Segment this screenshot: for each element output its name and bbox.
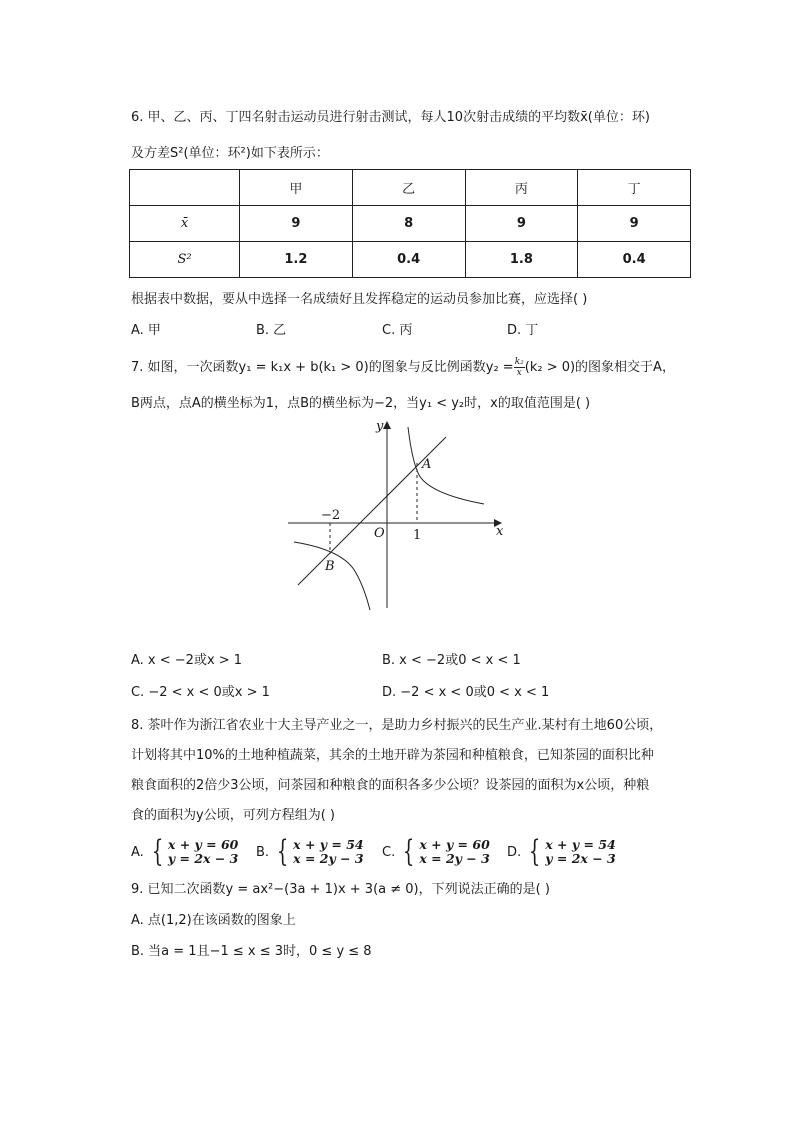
q8-option-c[interactable] xyxy=(382,834,490,869)
q6-option-b[interactable]: B. 乙 xyxy=(256,323,287,338)
q8-stem-line1: 8. 茶叶作为浙江省农业十大主导产业之一，是助力乡村振兴的民生产业.某村有土地60公顷， xyxy=(131,718,663,733)
score-table xyxy=(129,169,691,278)
table-header-row xyxy=(130,170,691,206)
equation-system xyxy=(168,838,238,866)
equation-system xyxy=(545,838,615,866)
q7-option-d[interactable]: D. −2 < x < 0或0 < x < 1 xyxy=(382,685,550,700)
q8-stem-line2: 计划将其中10%的土地种植蔬菜，其余的土地开辟为茶园和种植粮食，已知茶园的面积比种 xyxy=(131,748,654,763)
table-header-cell: 乙 xyxy=(352,170,465,206)
table-header-cell: 丁 xyxy=(578,170,691,206)
q8-option-a[interactable] xyxy=(131,834,239,869)
option-label: A. xyxy=(131,844,144,860)
q6-option-c[interactable]: C. 丙 xyxy=(382,323,413,338)
brace-icon: { xyxy=(528,834,541,869)
q6-stem-line2: 及方差S²(单位：环²)如下表所示： xyxy=(131,146,329,161)
table-header-cell: 丙 xyxy=(465,170,578,206)
option-label: D. xyxy=(507,844,522,860)
brace-icon: { xyxy=(403,834,415,869)
q9-stem: 9. 已知二次函数y = ax²−(3a + 1)x + 3(a ≠ 0)，下列说法正确的是( ) xyxy=(131,882,550,897)
equation: x = 2y − 3 xyxy=(293,851,364,866)
q6-stem-line1: 6. 甲、乙、丙、丁四名射击运动员进行射击测试，每人10次射击成绩的平均数x̄(单位：环) xyxy=(131,110,650,125)
table-cell: 8 xyxy=(352,206,465,242)
tick-label-1: 1 xyxy=(413,528,422,543)
equation: y = 2x − 3 xyxy=(545,851,616,866)
q6-question: 根据表中数据，要从中选择一名成绩好且发挥稳定的运动员参加比赛，应选择( ) xyxy=(131,292,588,307)
q7-option-b[interactable]: B. x < −2或0 < x < 1 xyxy=(382,653,521,668)
q8-option-d[interactable] xyxy=(507,834,616,869)
q7-option-c[interactable]: C. −2 < x < 0或x > 1 xyxy=(131,685,270,700)
function-graph xyxy=(280,415,520,615)
q6-option-d[interactable]: D. 丁 xyxy=(507,323,539,338)
q9-option-b[interactable]: B. 当a = 1且−1 ≤ x ≤ 3时，0 ≤ y ≤ 8 xyxy=(131,944,372,959)
equation: y = 2x − 3 xyxy=(167,851,239,866)
q7-stem-line1 xyxy=(131,357,675,378)
hyperbola-branch-left xyxy=(294,542,370,610)
fraction-numerator: k₂ xyxy=(514,357,524,367)
q7-stem-line2: B两点，点A的横坐标为1，点B的横坐标为−2，当y₁ < y₂时，x的取值范围是( ) xyxy=(131,396,591,411)
table-header-cell: 甲 xyxy=(240,170,353,206)
fraction xyxy=(514,357,525,378)
equation: x + y = 54 xyxy=(293,837,364,852)
table-cell: 1.2 xyxy=(240,242,353,278)
q6-option-a[interactable]: A. 甲 xyxy=(131,323,161,338)
origin-label: O xyxy=(374,526,385,541)
brace-icon: { xyxy=(276,834,289,869)
table-row xyxy=(130,242,691,278)
table-cell: 0.4 xyxy=(578,242,691,278)
brace-icon: { xyxy=(151,834,164,869)
table-cell: 0.4 xyxy=(352,242,465,278)
q7-stem-part2: (k₂ > 0)的图象相交于A， xyxy=(524,359,675,375)
table-row-label: x̄ xyxy=(130,206,240,242)
option-label: B. xyxy=(256,844,270,860)
table-cell: 9 xyxy=(465,206,578,242)
axis-label-y: y xyxy=(376,419,384,434)
point-label-a: A xyxy=(422,457,432,472)
q8-option-b[interactable] xyxy=(256,834,364,869)
option-label: C. xyxy=(382,844,396,860)
axis-label-x: x xyxy=(496,524,504,539)
equation-system xyxy=(419,838,489,866)
table-cell: 9 xyxy=(240,206,353,242)
fraction-denominator: x xyxy=(516,368,522,378)
equation: x = 2y − 3 xyxy=(419,851,490,866)
tick-label-neg2: −2 xyxy=(321,508,341,523)
hyperbola-branch-right xyxy=(408,427,484,504)
table-header-cell xyxy=(130,170,240,206)
table-cell: 1.8 xyxy=(465,242,578,278)
equation: x + y = 60 xyxy=(167,837,239,852)
table-row xyxy=(130,206,691,242)
q8-stem-line3: 粮食面积的2倍少3公顷，问茶园和种粮食的面积各多少公顷？设茶园的面积为x公顷，种粮 xyxy=(131,778,650,793)
table-row-label: S² xyxy=(130,242,240,278)
y-axis-arrow xyxy=(383,421,391,429)
q7-stem-part1: 7. 如图，一次函数y₁ = k₁x + b(k₁ > 0)的图象与反比例函数y₂ = xyxy=(131,359,514,375)
q9-option-a[interactable]: A. 点(1,2)在该函数的图象上 xyxy=(131,913,296,928)
equation-system xyxy=(293,838,363,866)
table-cell: 9 xyxy=(578,206,691,242)
equation: x + y = 60 xyxy=(419,837,490,852)
point-label-b: B xyxy=(325,559,335,574)
q7-option-a[interactable]: A. x < −2或x > 1 xyxy=(131,653,243,668)
equation: x + y = 54 xyxy=(545,837,616,852)
q8-stem-line4: 食的面积为y公顷，可列方程组为( ) xyxy=(131,808,335,823)
